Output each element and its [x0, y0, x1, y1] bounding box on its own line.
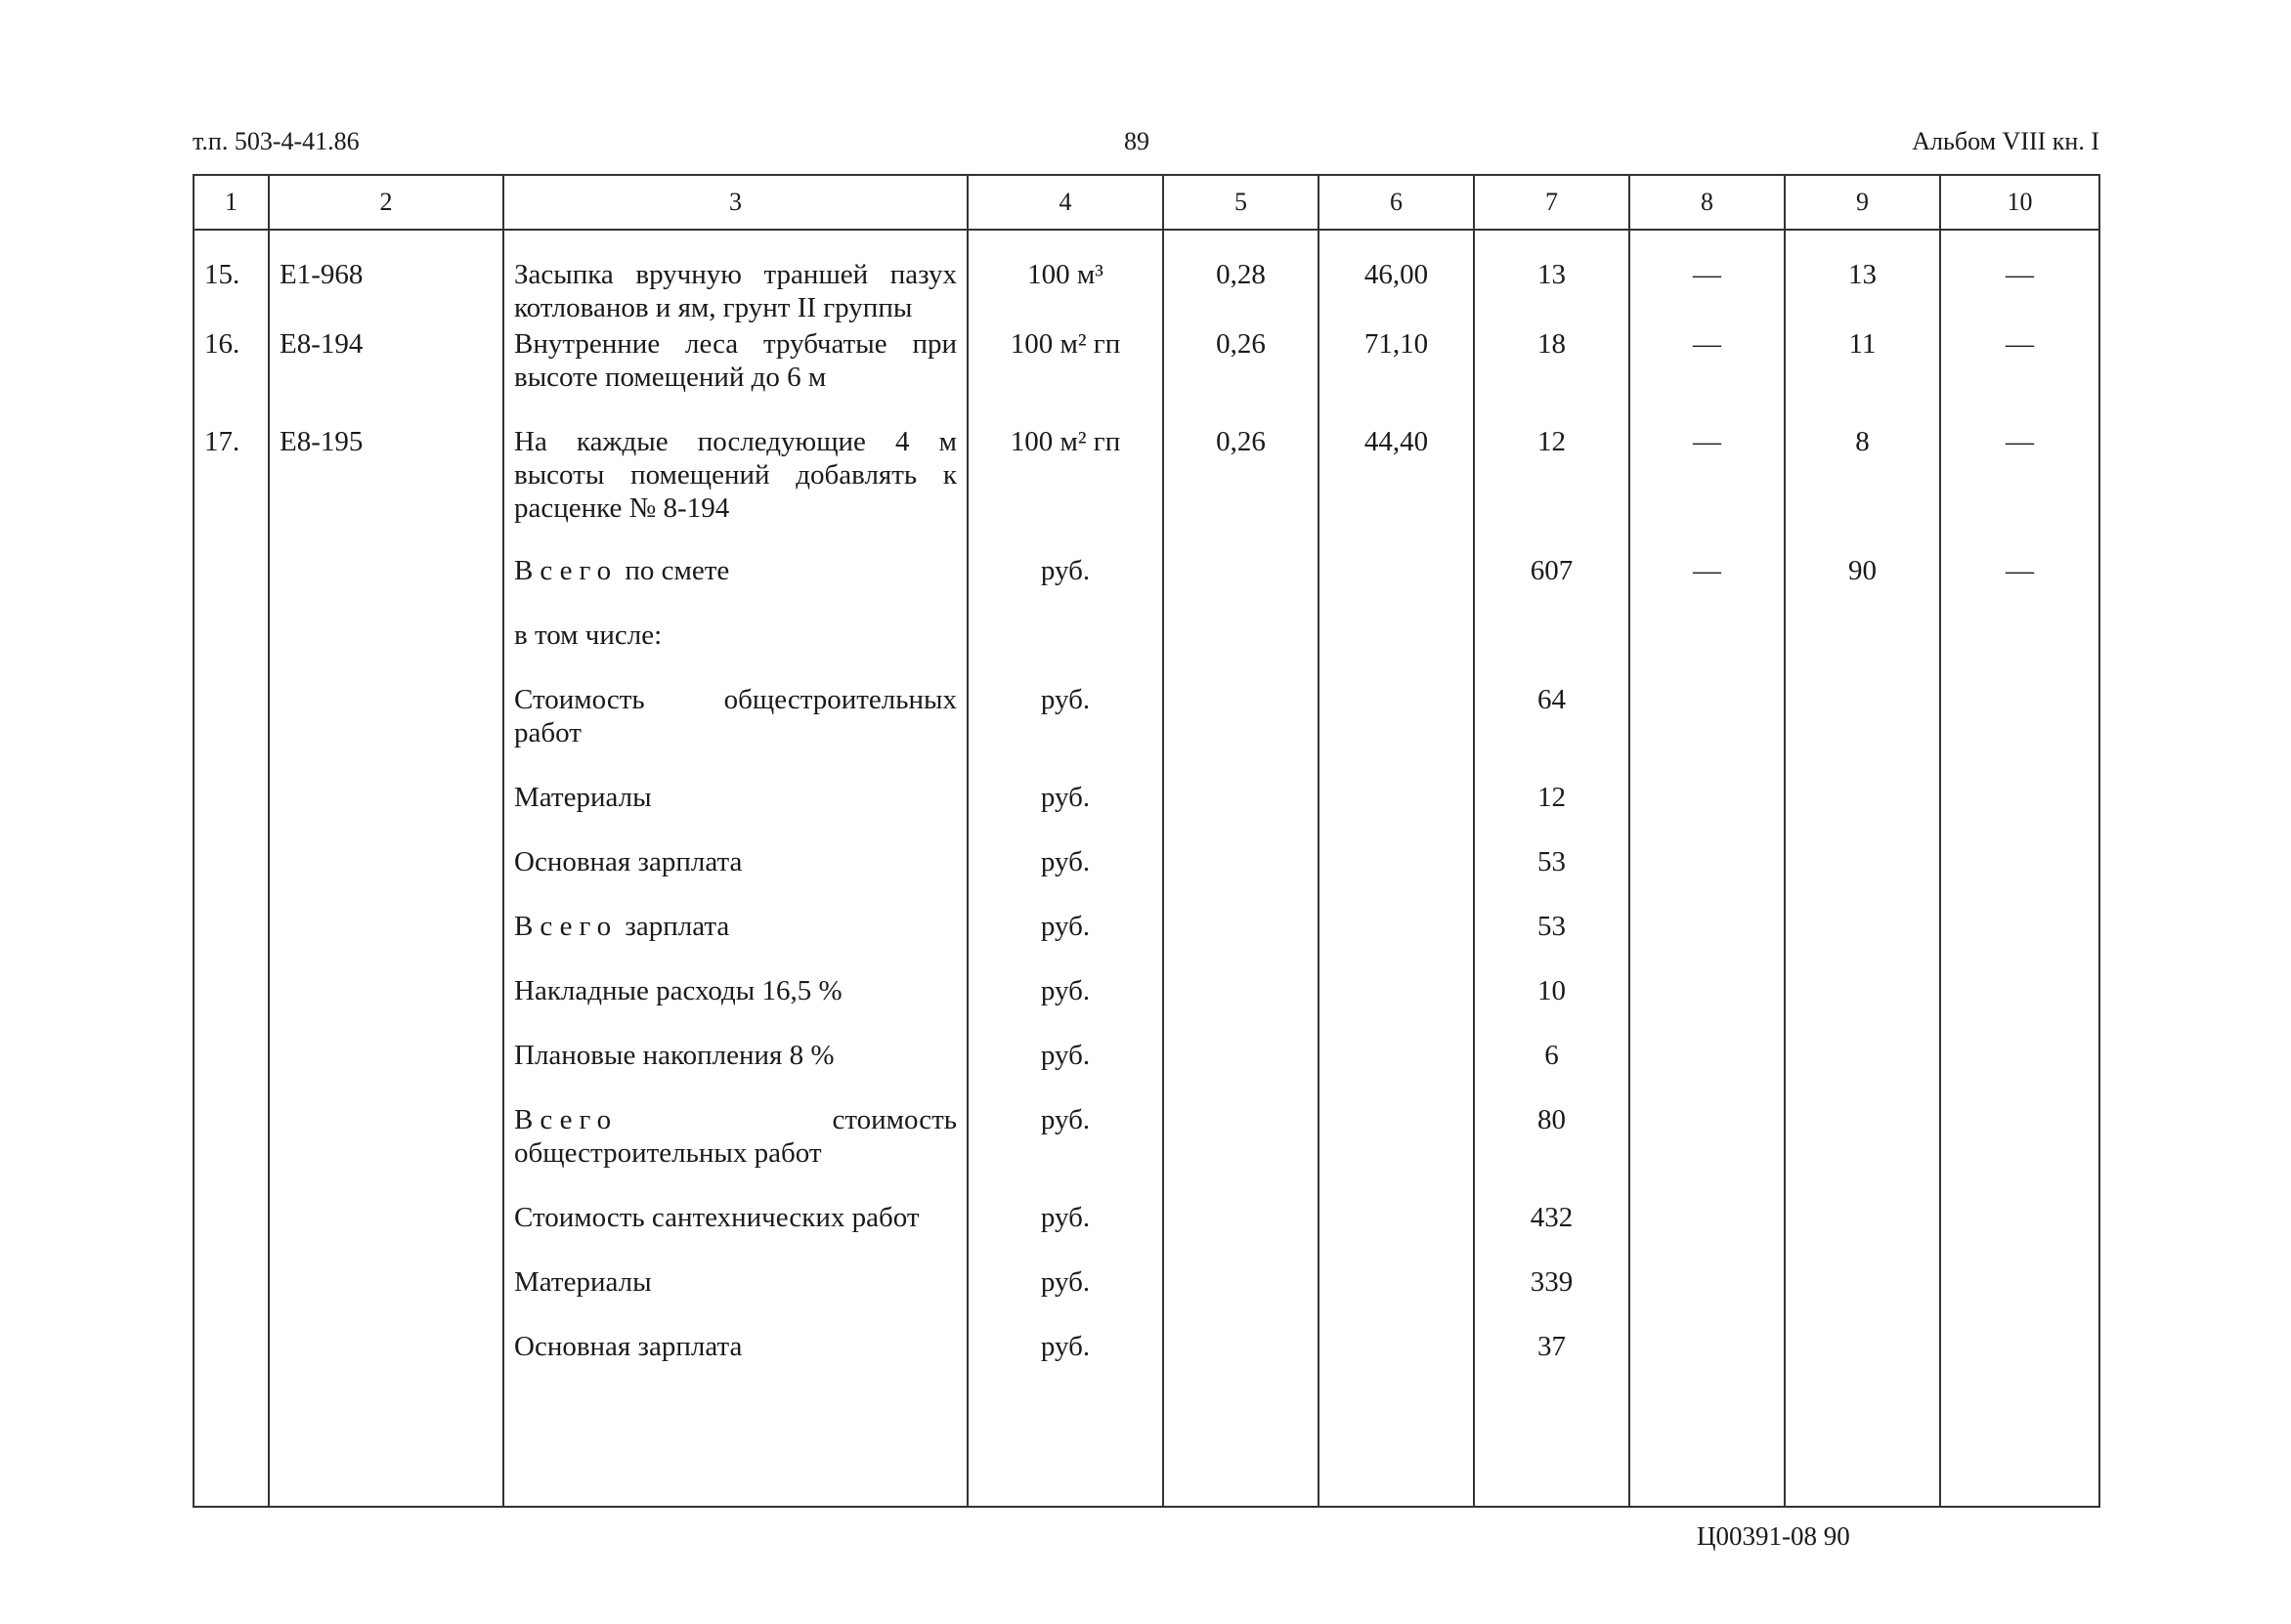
total-cost: 432 [1474, 1201, 1629, 1265]
item-number: 15. [194, 230, 269, 327]
unit: руб. [968, 845, 1163, 910]
work-description: Засыпка вручную траншей пазух котлованов и ям, грунт II группы [503, 230, 968, 327]
rate-code: E8-194 [269, 327, 503, 425]
total-cost: 339 [1474, 1265, 1629, 1330]
total-cost: 12 [1474, 781, 1629, 845]
item-number: 16. [194, 327, 269, 425]
unit: руб. [968, 1039, 1163, 1103]
col8-value: — [1629, 425, 1785, 554]
quantity: 0,26 [1163, 425, 1318, 554]
work-description: Внутренние леса трубчатые при высоте помещений до 6 м [503, 327, 968, 425]
spaced-word: Всего [514, 911, 619, 942]
summary-label [503, 554, 968, 619]
summary-label: Плановые накопления 8 % [503, 1039, 968, 1103]
summary-label: Стоимость общестроительных работ [503, 683, 968, 781]
document-code: т.п. 503-4-41.86 [193, 127, 360, 155]
summary-row [194, 1265, 2099, 1330]
column-header: 2 [269, 175, 503, 230]
col10-value: — [1940, 230, 2099, 327]
table-row [194, 425, 2099, 554]
summary-label: Материалы [503, 781, 968, 845]
summary-row [194, 974, 2099, 1039]
label-text: зарплата [618, 911, 730, 942]
album-reference: Альбом VIII кн. I [1912, 127, 2099, 155]
col9-value: 13 [1785, 230, 1940, 327]
summary-label: Основная зарплата [503, 845, 968, 910]
summary-label [503, 1103, 968, 1201]
work-description: На каждые последующие 4 м высоты помещений добавлять к расценке № 8-194 [503, 425, 968, 554]
unit: руб. [968, 781, 1163, 845]
item-number: 17. [194, 425, 269, 554]
summary-label: Накладные расходы 16,5 % [503, 974, 968, 1039]
summary-row [194, 1039, 2099, 1103]
total-cost: 53 [1474, 845, 1629, 910]
column-header: 8 [1629, 175, 1785, 230]
table-row [194, 230, 2099, 327]
total-cost: 10 [1474, 974, 1629, 1039]
col9-value: 11 [1785, 327, 1940, 425]
summary-row [194, 845, 2099, 910]
unit: руб. [968, 974, 1163, 1039]
col9-value: 90 [1785, 554, 1940, 619]
unit: 100 м³ [968, 230, 1163, 327]
summary-label [503, 910, 968, 974]
column-number-row [194, 175, 2099, 230]
summary-row [194, 910, 2099, 974]
summary-label: Материалы [503, 1265, 968, 1330]
summary-label: Стоимость сантехнических работ [503, 1201, 968, 1265]
unit: руб. [968, 910, 1163, 974]
quantity: 0,28 [1163, 230, 1318, 327]
quantity: 0,26 [1163, 327, 1318, 425]
unit: руб. [968, 1103, 1163, 1201]
rate-code: E1-968 [269, 230, 503, 327]
total-cost: 607 [1474, 554, 1629, 619]
summary-row [194, 1201, 2099, 1265]
unit-price: 71,10 [1318, 327, 1474, 425]
unit-price: 44,40 [1318, 425, 1474, 554]
total-cost: 18 [1474, 327, 1629, 425]
unit: руб. [968, 1201, 1163, 1265]
unit: руб. [968, 1330, 1163, 1507]
col9-value: 8 [1785, 425, 1940, 554]
label-text: стоимость общестроительных работ [514, 1104, 957, 1169]
estimate-table [193, 174, 2100, 1508]
total-cost: 80 [1474, 1103, 1629, 1201]
unit: руб. [968, 683, 1163, 781]
summary-label: Основная зарплата [503, 1330, 968, 1507]
unit: руб. [968, 554, 1163, 619]
column-header: 4 [968, 175, 1163, 230]
total-cost: 53 [1474, 910, 1629, 974]
col8-value: — [1629, 230, 1785, 327]
total-cost: 37 [1474, 1330, 1629, 1507]
table-row [194, 327, 2099, 425]
summary-row [194, 1330, 2099, 1507]
column-header: 7 [1474, 175, 1629, 230]
col10-value: — [1940, 425, 2099, 554]
col10-value: — [1940, 554, 2099, 619]
col8-value: — [1629, 327, 1785, 425]
unit-price: 46,00 [1318, 230, 1474, 327]
column-header: 6 [1318, 175, 1474, 230]
column-header: 9 [1785, 175, 1940, 230]
total-cost: 6 [1474, 1039, 1629, 1103]
col10-value: — [1940, 327, 2099, 425]
spaced-word: Всего [514, 555, 619, 586]
summary-row [194, 781, 2099, 845]
unit: руб. [968, 1265, 1163, 1330]
col8-value: — [1629, 554, 1785, 619]
total-cost: 12 [1474, 425, 1629, 554]
column-header: 5 [1163, 175, 1318, 230]
summary-row [194, 554, 2099, 619]
unit: 100 м² гп [968, 425, 1163, 554]
page-number: 89 [1124, 127, 1149, 155]
rate-code: E8-195 [269, 425, 503, 554]
summary-row [194, 1103, 2099, 1201]
column-header: 1 [194, 175, 269, 230]
summary-row [194, 683, 2099, 781]
spaced-word: Всего [514, 1104, 619, 1135]
column-header: 10 [1940, 175, 2099, 230]
summary-row [194, 619, 2099, 683]
total-cost: 13 [1474, 230, 1629, 327]
label-text: по смете [618, 555, 730, 586]
total-cost: 64 [1474, 683, 1629, 781]
summary-label: в том числе: [503, 619, 968, 683]
footer-code: Ц00391-08 90 [1697, 1521, 1850, 1551]
unit: 100 м² гп [968, 327, 1163, 425]
column-header: 3 [503, 175, 968, 230]
